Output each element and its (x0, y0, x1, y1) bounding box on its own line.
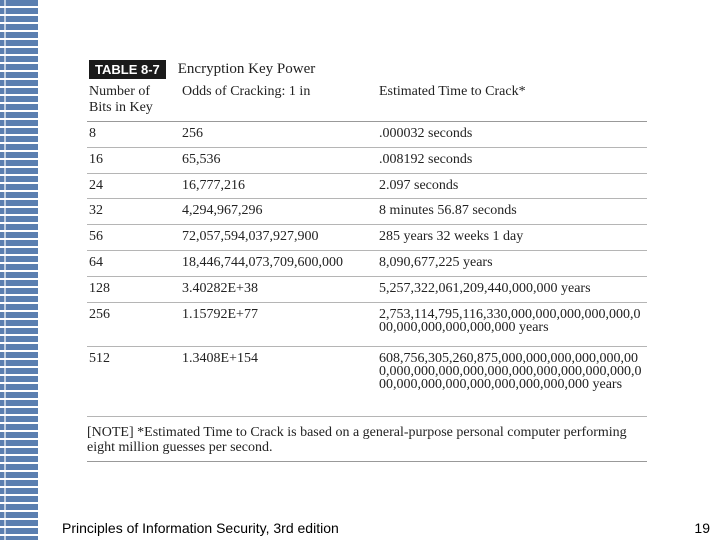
cell-odds: 1.15792E+77 (182, 306, 258, 322)
header-odds: Odds of Cracking: 1 in (182, 84, 311, 99)
cell-time: 2.097 seconds (379, 177, 459, 193)
table-row (87, 251, 647, 277)
cell-bits: 128 (89, 280, 110, 296)
table-header (87, 84, 647, 122)
table-row (87, 347, 647, 417)
cell-bits: 256 (89, 306, 110, 322)
header-bits: Number of Bits in Key (89, 84, 153, 115)
decorative-sidebar (0, 0, 38, 540)
table-row (87, 277, 647, 303)
header-time: Estimated Time to Crack* (379, 84, 526, 99)
table-row (87, 122, 647, 148)
table-row (87, 303, 647, 347)
table-note: [NOTE] *Estimated Time to Crack is based on a general-purpose personal computer performing eight million guesses per second. (87, 417, 647, 462)
cell-odds: 3.40282E+38 (182, 280, 258, 296)
cell-bits: 32 (89, 203, 103, 219)
footer-book-title: Principles of Information Security, 3rd edition (62, 520, 339, 536)
cell-time: .000032 seconds (379, 126, 473, 141)
cell-odds: 65,536 (182, 151, 221, 167)
cell-odds: 256 (182, 126, 203, 141)
cell-bits: 8 (89, 126, 96, 141)
cell-bits: 56 (89, 229, 103, 245)
cell-odds: 72,057,594,037,927,900 (182, 229, 319, 245)
table-row (87, 225, 647, 251)
table-caption (87, 58, 647, 80)
cell-time: 8,090,677,225 years (379, 254, 493, 270)
cell-time: 2,753,114,795,116,330,000,000,000,000,000,000,000,000,000,000,000 years (379, 306, 641, 335)
encryption-table (87, 58, 647, 462)
table-row (87, 199, 647, 225)
cell-odds: 1.3408E+154 (182, 350, 258, 366)
cell-bits: 512 (89, 350, 110, 366)
table-row (87, 174, 647, 200)
page-number: 19 (694, 520, 710, 536)
cell-odds: 16,777,216 (182, 177, 245, 193)
cell-odds: 18,446,744,073,709,600,000 (182, 254, 343, 270)
table-title: Encryption Key Power (177, 60, 316, 77)
cell-odds: 4,294,967,296 (182, 203, 263, 219)
cell-time: 5,257,322,061,209,440,000,000 years (379, 280, 591, 296)
cell-time: 285 years 32 weeks 1 day (379, 229, 524, 245)
cell-bits: 64 (89, 254, 103, 270)
cell-time: 8 minutes 56.87 seconds (379, 203, 517, 219)
table-label: TABLE 8-7 (89, 60, 166, 79)
cell-time: 608,756,305,260,875,000,000,000,000,000,000,000,000,000,000,000,000,000,000,000,000,000,000,000,000,000,000,000,000,000 years (379, 350, 642, 392)
cell-time: .008192 seconds (379, 151, 473, 167)
cell-bits: 24 (89, 177, 103, 193)
table-row (87, 148, 647, 174)
cell-bits: 16 (89, 151, 103, 167)
